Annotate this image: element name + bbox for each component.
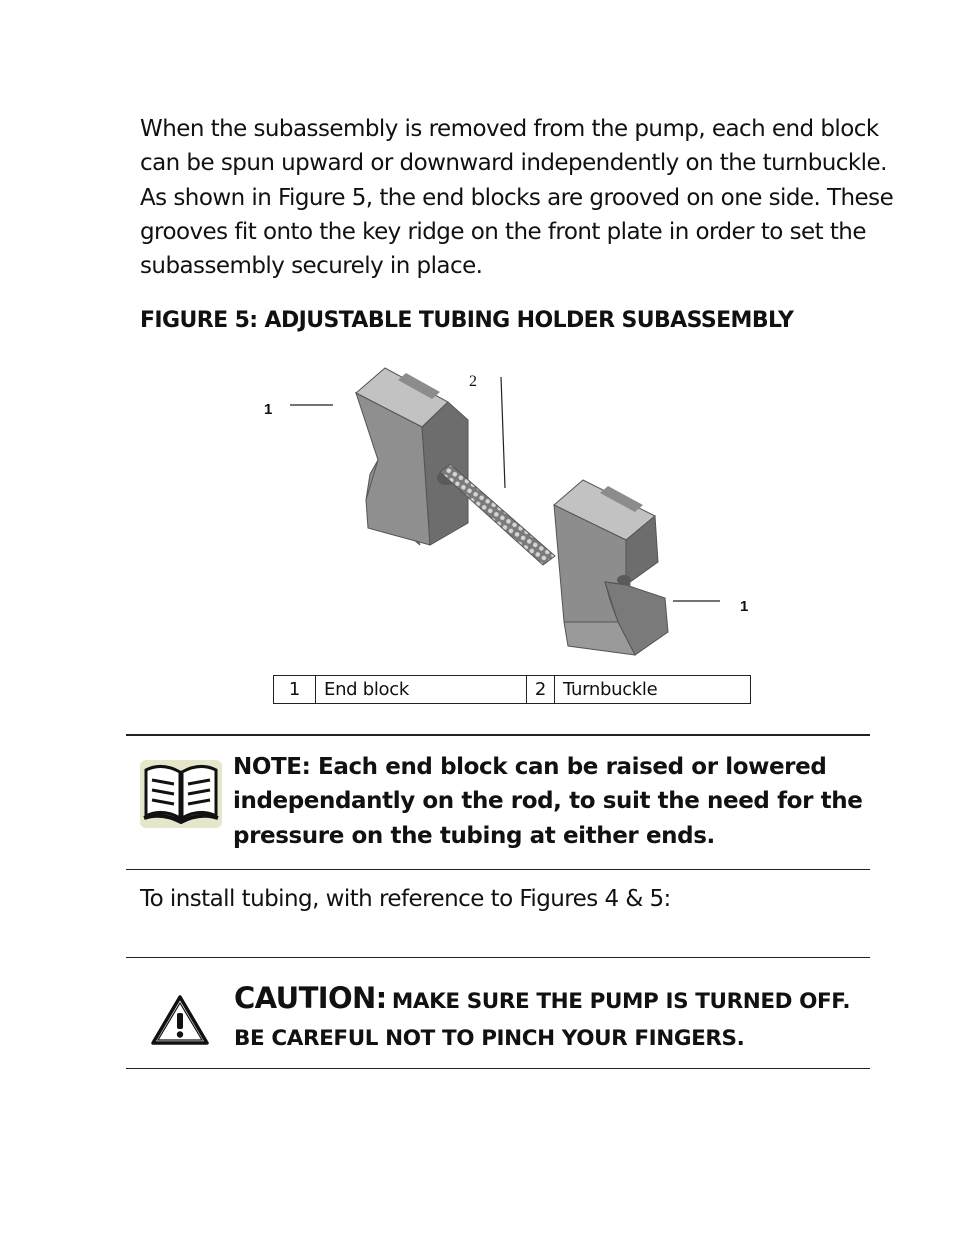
callout-1-right: 1 [740,598,749,615]
caution-line-2: BE CAREFUL NOT TO PINCH YOUR FINGERS. [234,1026,745,1051]
caution-top-divider [126,957,870,958]
legend-num-2: 2 [527,676,555,704]
tubing-holder-drawing [250,360,770,660]
legend-row [274,676,751,704]
note-top-divider [126,734,870,736]
figure-5-illustration [250,360,770,660]
caution-label: CAUTION: [234,981,387,1015]
caution-text [234,980,894,1058]
open-book-icon [140,760,222,828]
legend-label-1: End block [316,676,527,704]
callout-2: 2 [469,373,477,390]
right-end-block [554,480,668,655]
note-bottom-divider [126,869,870,870]
callout-leader-2 [501,377,505,488]
figure-legend-table [273,675,751,704]
intro-paragraph: When the subassembly is removed from the pump, each end block can be spun upward or downward independently on the turnbuckle. As shown in Figure 5, the end blocks are grooved on one side. These grooves fit onto the key ridge on the front plate in order to set the subassembly securely in place. [140,116,894,280]
left-end-block [356,368,468,545]
caution-bottom-divider [126,1068,870,1069]
figure-title: FIGURE 5: ADJUSTABLE TUBING HOLDER SUBASSEMBLY [140,308,794,333]
callout-1-left: 1 [264,401,273,418]
legend-label-2: Turnbuckle [555,676,751,704]
warning-triangle-icon [150,993,210,1047]
install-instruction: To install tubing, with reference to Figures 4 & 5: [140,886,671,912]
legend-num-1: 1 [274,676,316,704]
caution-line-1: MAKE SURE THE PUMP IS TURNED OFF. [391,989,851,1014]
note-text: NOTE: Each end block can be raised or lowered independantly on the rod, to suit the need for the pressure on the tubing at either ends. [233,754,863,849]
